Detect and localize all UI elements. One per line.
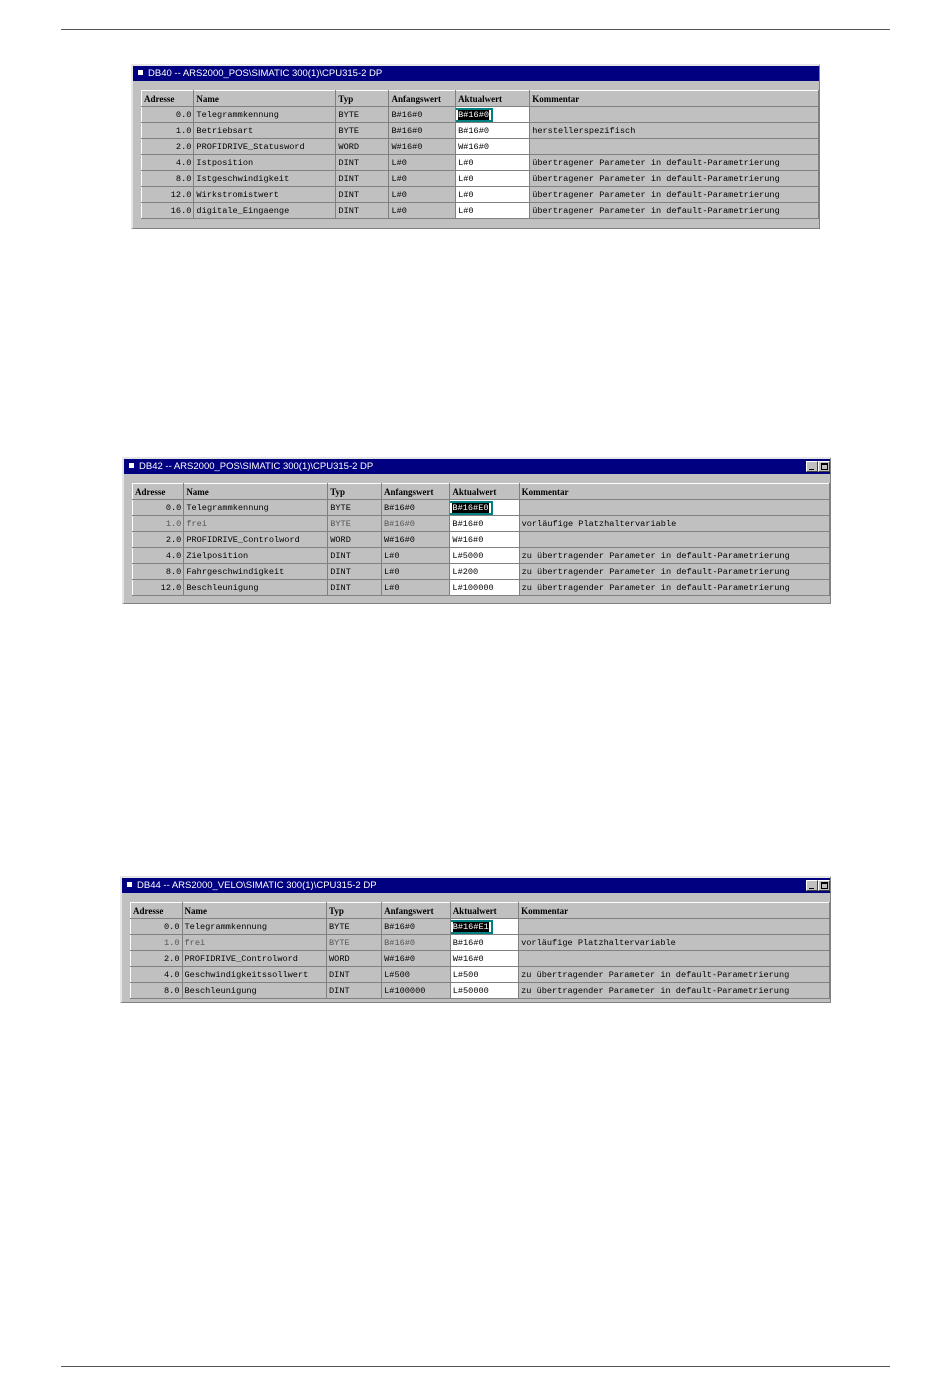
cell-aktualwert[interactable]: L#0	[456, 203, 530, 219]
cell-typ: DINT	[336, 171, 389, 187]
cell-name: frei	[182, 935, 327, 951]
column-header-name[interactable]: Name	[182, 903, 327, 919]
cell-aktualwert[interactable]	[456, 107, 530, 123]
column-header-aktualwert[interactable]: Aktualwert	[456, 91, 530, 107]
db42-window	[122, 457, 831, 604]
cell-aktualwert[interactable]: L#0	[456, 155, 530, 171]
cell-name: Beschleunigung	[182, 983, 327, 999]
table-row	[142, 203, 819, 219]
selected-value-text: B#16#E0	[452, 502, 489, 513]
cell-adresse: 1.0	[142, 123, 194, 139]
cell-typ: DINT	[336, 155, 389, 171]
column-header-kommentar[interactable]: Kommentar	[530, 91, 819, 107]
data-block-table	[141, 90, 819, 219]
cell-kommentar: übertragener Parameter in default-Parametrierung	[530, 203, 819, 219]
table-row	[142, 107, 819, 123]
cell-name: Geschwindigkeitssollwert	[182, 967, 327, 983]
selected-value-editor[interactable]	[450, 501, 493, 515]
cell-kommentar: zu übertragender Parameter in default-Parametrierung	[519, 548, 829, 564]
cell-typ: WORD	[328, 532, 382, 548]
column-header-anfangswert[interactable]: Anfangswert	[382, 484, 450, 500]
cell-kommentar	[519, 532, 829, 548]
cell-name: PROFIDRIVE_Controlword	[182, 951, 327, 967]
table-row	[133, 500, 830, 516]
column-header-aktualwert[interactable]: Aktualwert	[450, 903, 518, 919]
cell-aktualwert[interactable]	[450, 919, 518, 935]
table-header-row	[142, 91, 819, 107]
window-title: DB44 -- ARS2000_VELO\SIMATIC 300(1)\CPU315-2 DP	[137, 880, 377, 891]
cell-name: frei	[184, 516, 328, 532]
cell-kommentar	[519, 500, 829, 516]
cell-typ: BYTE	[328, 516, 382, 532]
cell-adresse: 4.0	[131, 967, 183, 983]
cell-typ: DINT	[327, 983, 382, 999]
cell-aktualwert[interactable]	[450, 500, 519, 516]
cell-adresse: 16.0	[142, 203, 194, 219]
cell-typ: BYTE	[328, 500, 382, 516]
cell-kommentar	[519, 919, 830, 935]
db40-window	[131, 64, 820, 229]
cell-aktualwert[interactable]: B#16#0	[450, 935, 518, 951]
cell-kommentar: zu übertragender Parameter in default-Parametrierung	[519, 580, 829, 596]
table-row	[142, 155, 819, 171]
table-row	[133, 516, 830, 532]
window-titlebar[interactable]	[124, 459, 830, 474]
cell-kommentar: vorläufige Platzhaltervariable	[519, 516, 829, 532]
table-row	[133, 532, 830, 548]
cell-aktualwert[interactable]: L#50000	[450, 983, 518, 999]
cell-name: Zielposition	[184, 548, 328, 564]
selected-value-editor[interactable]	[456, 108, 493, 122]
table-row	[131, 967, 830, 983]
cell-typ: WORD	[327, 951, 382, 967]
cell-anfangswert: B#16#0	[389, 123, 456, 139]
cell-anfangswert: B#16#0	[382, 516, 450, 532]
cell-name: Telegrammkennung	[184, 500, 328, 516]
cell-typ: DINT	[327, 967, 382, 983]
system-menu-icon[interactable]	[138, 70, 143, 75]
window-title: DB40 -- ARS2000_POS\SIMATIC 300(1)\CPU315-2 DP	[148, 68, 383, 79]
cell-kommentar: zu übertragender Parameter in default-Parametrierung	[519, 983, 830, 999]
cell-aktualwert[interactable]: W#16#0	[450, 532, 519, 548]
cell-anfangswert: L#0	[389, 203, 456, 219]
cell-aktualwert[interactable]: L#5000	[450, 548, 519, 564]
table-row	[131, 935, 830, 951]
cell-aktualwert[interactable]: L#0	[456, 187, 530, 203]
cell-anfangswert: B#16#0	[382, 919, 451, 935]
selected-value-editor[interactable]	[450, 920, 493, 934]
column-header-aktualwert[interactable]: Aktualwert	[450, 484, 519, 500]
cell-aktualwert[interactable]: W#16#0	[450, 951, 518, 967]
cell-anfangswert: L#100000	[382, 983, 451, 999]
cell-adresse: 2.0	[131, 951, 183, 967]
cell-anfangswert: L#0	[382, 580, 450, 596]
cell-anfangswert: B#16#0	[389, 107, 456, 123]
cell-adresse: 4.0	[133, 548, 184, 564]
cell-name: digitale_Eingaenge	[194, 203, 336, 219]
cell-kommentar: übertragener Parameter in default-Parametrierung	[530, 155, 819, 171]
cell-anfangswert: L#0	[389, 187, 456, 203]
window-titlebar[interactable]	[133, 66, 819, 81]
column-header-typ[interactable]: Typ	[336, 91, 389, 107]
cell-typ: DINT	[328, 548, 382, 564]
cell-typ: BYTE	[327, 935, 382, 951]
cell-aktualwert[interactable]: L#200	[450, 564, 519, 580]
column-header-name[interactable]: Name	[184, 484, 328, 500]
cell-name: Beschleunigung	[184, 580, 328, 596]
table-row	[142, 123, 819, 139]
window-titlebar[interactable]	[122, 878, 830, 893]
cell-name: PROFIDRIVE_Controlword	[184, 532, 328, 548]
column-header-name[interactable]: Name	[194, 91, 336, 107]
cell-adresse: 12.0	[142, 187, 194, 203]
cell-aktualwert[interactable]: L#500	[450, 967, 518, 983]
cell-anfangswert: B#16#0	[382, 935, 451, 951]
system-menu-icon[interactable]	[127, 882, 132, 887]
table-row	[142, 171, 819, 187]
cell-aktualwert[interactable]: B#16#0	[456, 123, 530, 139]
cell-adresse: 0.0	[133, 500, 184, 516]
window-title: DB42 -- ARS2000_POS\SIMATIC 300(1)\CPU315-2 DP	[139, 461, 374, 472]
selected-value-text: B#16#E1	[452, 921, 489, 932]
cell-name: Betriebsart	[194, 123, 336, 139]
selected-value-text: B#16#0	[458, 109, 490, 120]
cell-typ: BYTE	[327, 919, 382, 935]
cell-kommentar	[530, 139, 819, 155]
cell-adresse: 8.0	[131, 983, 183, 999]
cell-name: Istgeschwindigkeit	[194, 171, 336, 187]
cell-typ: DINT	[336, 187, 389, 203]
cell-name: Telegrammkennung	[194, 107, 336, 123]
header-rule	[61, 29, 890, 30]
maximize-button[interactable]	[818, 461, 830, 472]
cell-name: Istposition	[194, 155, 336, 171]
footer-rule	[61, 1366, 890, 1367]
column-header-adresse[interactable]: Adresse	[133, 484, 184, 500]
cell-typ: DINT	[328, 580, 382, 596]
cell-anfangswert: L#0	[382, 548, 450, 564]
cell-adresse: 2.0	[142, 139, 194, 155]
cell-anfangswert: W#16#0	[389, 139, 456, 155]
cell-typ: WORD	[336, 139, 389, 155]
cell-aktualwert[interactable]: W#16#0	[456, 139, 530, 155]
cell-adresse: 0.0	[142, 107, 194, 123]
cell-kommentar	[519, 951, 830, 967]
table-row	[133, 548, 830, 564]
column-header-adresse[interactable]: Adresse	[142, 91, 194, 107]
cell-anfangswert: L#0	[382, 564, 450, 580]
cell-adresse: 8.0	[142, 171, 194, 187]
cell-anfangswert: L#0	[389, 171, 456, 187]
cell-adresse: 2.0	[133, 532, 184, 548]
minimize-button[interactable]	[806, 461, 818, 472]
minimize-button[interactable]	[806, 880, 818, 891]
cell-aktualwert[interactable]: L#100000	[450, 580, 519, 596]
cell-aktualwert[interactable]: L#0	[456, 171, 530, 187]
table-row	[133, 564, 830, 580]
cell-adresse: 1.0	[133, 516, 184, 532]
cell-kommentar	[530, 107, 819, 123]
cell-adresse: 8.0	[133, 564, 184, 580]
column-header-typ[interactable]: Typ	[328, 484, 382, 500]
system-menu-icon[interactable]	[129, 463, 134, 468]
cell-anfangswert: B#16#0	[382, 500, 450, 516]
column-header-anfangswert[interactable]: Anfangswert	[382, 903, 451, 919]
cell-kommentar: herstellerspezifisch	[530, 123, 819, 139]
column-header-anfangswert[interactable]: Anfangswert	[389, 91, 456, 107]
table-row	[133, 580, 830, 596]
cell-typ: DINT	[336, 203, 389, 219]
cell-name: Fahrgeschwindigkeit	[184, 564, 328, 580]
cell-name: Telegrammkennung	[182, 919, 327, 935]
column-header-typ[interactable]: Typ	[327, 903, 382, 919]
cell-typ: BYTE	[336, 107, 389, 123]
data-block-table	[130, 902, 830, 999]
table-header-row	[133, 484, 830, 500]
cell-anfangswert: L#0	[389, 155, 456, 171]
cell-adresse: 1.0	[131, 935, 183, 951]
table-row	[142, 187, 819, 203]
cell-anfangswert: W#16#0	[382, 532, 450, 548]
cell-kommentar: übertragener Parameter in default-Parametrierung	[530, 171, 819, 187]
cell-adresse: 12.0	[133, 580, 184, 596]
column-header-kommentar[interactable]: Kommentar	[519, 903, 830, 919]
column-header-kommentar[interactable]: Kommentar	[519, 484, 829, 500]
table-row	[131, 951, 830, 967]
table-row	[131, 983, 830, 999]
data-block-table	[132, 483, 830, 596]
cell-name: Wirkstromistwert	[194, 187, 336, 203]
cell-typ: DINT	[328, 564, 382, 580]
cell-kommentar: vorläufige Platzhaltervariable	[519, 935, 830, 951]
table-header-row	[131, 903, 830, 919]
db44-window	[120, 876, 831, 1003]
table-row	[131, 919, 830, 935]
cell-kommentar: zu übertragender Parameter in default-Parametrierung	[519, 967, 830, 983]
cell-name: PROFIDRIVE_Statusword	[194, 139, 336, 155]
cell-adresse: 4.0	[142, 155, 194, 171]
cell-kommentar: übertragener Parameter in default-Parametrierung	[530, 187, 819, 203]
column-header-adresse[interactable]: Adresse	[131, 903, 183, 919]
cell-anfangswert: W#16#0	[382, 951, 451, 967]
table-row	[142, 139, 819, 155]
cell-anfangswert: L#500	[382, 967, 451, 983]
cell-typ: BYTE	[336, 123, 389, 139]
cell-kommentar: zu übertragender Parameter in default-Parametrierung	[519, 564, 829, 580]
cell-aktualwert[interactable]: B#16#0	[450, 516, 519, 532]
maximize-button[interactable]	[818, 880, 830, 891]
cell-adresse: 0.0	[131, 919, 183, 935]
